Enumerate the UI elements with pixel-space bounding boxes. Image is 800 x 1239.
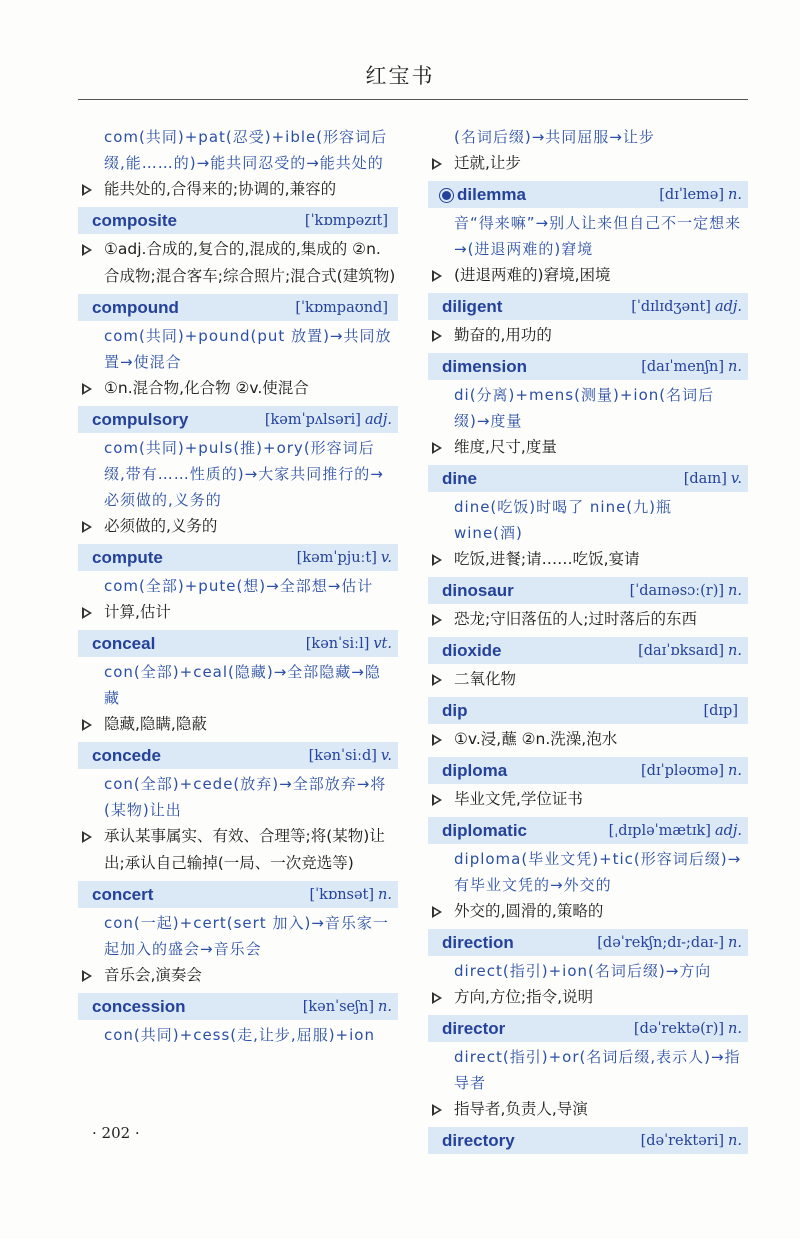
definition-text: 迁就,让步	[454, 154, 521, 172]
triangle-bullet-icon	[432, 442, 442, 454]
headword-text: concert	[92, 884, 154, 904]
etymology-note: con(一起)+cert(sert 加入)→音乐家一起加入的盛会→音乐会	[104, 914, 389, 958]
headword-text: diligent	[442, 296, 503, 316]
phonetic-text: [dəˈrekʃn;dɪ-;daɪ-]	[597, 934, 725, 951]
triangle-bullet-icon	[82, 607, 92, 619]
etymology-note: (名词后缀)→共同屈服→让步	[454, 128, 655, 146]
phonetic	[641, 763, 742, 779]
triangle-bullet-icon	[432, 906, 442, 918]
definition-text: 指导者,负责人,导演	[454, 1100, 588, 1118]
headword	[442, 297, 502, 317]
entry-compound	[78, 294, 398, 321]
phonetic-text: [kəmˈpʌlsəri]	[264, 411, 361, 428]
phonetic	[305, 213, 392, 229]
definition	[78, 513, 398, 540]
entry-compute	[78, 544, 398, 571]
definition	[428, 898, 748, 925]
definition-text: 能共处的,合得来的;协调的,兼容的	[104, 180, 337, 198]
headword	[92, 548, 163, 568]
etymology-note: con(全部)+cede(放弃)→全部放弃→将(某物)让出	[104, 775, 387, 819]
entry-dip	[428, 697, 748, 724]
definition	[428, 726, 748, 753]
headword-text: dine	[442, 468, 477, 488]
headword-text: composite	[92, 210, 178, 230]
headword	[92, 211, 177, 231]
etymology-note: con(共同)+cess(走,让步,屈服)+ion	[104, 1026, 375, 1044]
headword	[92, 634, 155, 654]
definition-text: 隐藏,隐瞒,隐蔽	[104, 715, 207, 733]
phonetic	[630, 583, 742, 599]
headword-text: concession	[92, 996, 186, 1016]
definition	[78, 711, 398, 738]
entry-concert	[78, 881, 398, 908]
phonetic	[609, 823, 742, 839]
triangle-bullet-icon	[432, 270, 442, 282]
headword-text: conceal	[92, 633, 156, 653]
definition	[78, 962, 398, 989]
etymology-note: 音“得来嘛”→别人让来但自己不一定想来→(进退两难的)窘境	[454, 214, 742, 258]
phonetic	[641, 359, 742, 375]
phonetic-text: [dəˈrektəri]	[640, 1132, 725, 1149]
entry-dine	[428, 465, 748, 492]
phonetic	[684, 471, 742, 487]
definition	[428, 546, 748, 573]
entry-direction	[428, 929, 748, 956]
phonetic-text: [daɪˈɒksaɪd]	[638, 642, 725, 659]
triangle-bullet-icon	[432, 158, 442, 170]
triangle-bullet-icon	[82, 383, 92, 395]
definition	[78, 236, 398, 290]
headword	[92, 997, 186, 1017]
part-of-speech: n.	[728, 642, 742, 659]
entry-conceal	[78, 630, 398, 657]
definition-text: ①v.浸,蘸 ②n.洗澡,泡水	[454, 730, 618, 748]
definition	[78, 823, 398, 877]
headword-text: compute	[92, 547, 163, 567]
triangle-bullet-icon	[82, 719, 92, 731]
phonetic	[265, 412, 392, 428]
phonetic	[597, 935, 742, 951]
definition-text: 二氧化物	[454, 670, 517, 688]
etymology-note: com(共同)+puls(推)+ory(形容词后缀,带有……性质的)→大家共同推行的→必须做的,义务的	[104, 439, 384, 509]
definition-text: ①n.混合物,化合物 ②v.使混合	[104, 379, 309, 397]
phonetic-text: [kənˈsiːl]	[305, 635, 370, 652]
part-of-speech: n.	[728, 762, 742, 779]
phonetic	[638, 643, 742, 659]
part-of-speech: n.	[728, 1020, 742, 1037]
part-of-speech: v.	[380, 747, 392, 764]
headword	[442, 933, 514, 953]
headword-text: compulsory	[92, 409, 189, 429]
headword	[92, 410, 188, 430]
definition	[428, 786, 748, 813]
etymology-note: con(全部)+ceal(隐藏)→全部隐藏→隐藏	[104, 663, 381, 707]
headword	[92, 746, 161, 766]
headword	[442, 821, 527, 841]
headword-text: concede	[92, 745, 161, 765]
phonetic-text: [kənˈsiːd]	[308, 747, 377, 764]
etymology-note: di(分离)+mens(测量)+ion(名词后缀)→度量	[454, 386, 715, 430]
header-rule	[78, 99, 748, 100]
headword	[92, 885, 153, 905]
phonetic	[297, 550, 392, 566]
definition-text: 必须做的,义务的	[104, 517, 218, 535]
headword	[442, 761, 507, 781]
triangle-bullet-icon	[432, 734, 442, 746]
definition	[428, 150, 748, 177]
triangle-bullet-icon	[432, 674, 442, 686]
triangle-bullet-icon	[82, 970, 92, 982]
entry-diligent	[428, 293, 748, 320]
headword	[442, 581, 514, 601]
phonetic	[659, 187, 742, 203]
definition-text: 方向,方位;指令,说明	[454, 988, 594, 1006]
definition	[428, 606, 748, 633]
part-of-speech: n.	[728, 358, 742, 375]
phonetic-text: [daɪn]	[683, 470, 727, 487]
definition-text: 毕业文凭,学位证书	[454, 790, 583, 808]
definition-text: ①adj.合成的,复合的,混成的,集成的 ②n.合成物;混合客车;综合照片;混合式(建筑物)	[104, 240, 396, 285]
phonetic	[306, 636, 392, 652]
headword	[442, 469, 477, 489]
part-of-speech: v.	[730, 470, 742, 487]
headword-text: directory	[442, 1130, 515, 1150]
definition	[78, 375, 398, 402]
definition-text: (进退两难的)窘境,困境	[454, 266, 611, 284]
triangle-bullet-icon	[432, 614, 442, 626]
definition-text: 维度,尺寸,度量	[454, 438, 557, 456]
part-of-speech: n.	[728, 934, 742, 951]
etymology-note: dine(吃饭)时喝了 nine(九)瓶 wine(酒)	[454, 498, 673, 542]
headword	[442, 1019, 505, 1039]
entry-diploma	[428, 757, 748, 784]
page-number: · 202 ·	[92, 1124, 140, 1142]
headword-text: diploma	[442, 760, 508, 780]
definition	[428, 434, 748, 461]
headword-text: director	[442, 1018, 506, 1038]
key-word-marker-icon	[442, 191, 451, 200]
entry-diplomatic	[428, 817, 748, 844]
triangle-bullet-icon	[432, 992, 442, 1004]
definition	[78, 599, 398, 626]
part-of-speech: n.	[378, 998, 392, 1015]
headword	[442, 1131, 515, 1151]
entry-dinosaur	[428, 577, 748, 604]
triangle-bullet-icon	[432, 794, 442, 806]
phonetic	[634, 1021, 742, 1037]
part-of-speech: n.	[728, 186, 742, 203]
entry-compulsory	[78, 406, 398, 433]
definition	[428, 666, 748, 693]
part-of-speech: v.	[380, 549, 392, 566]
phonetic-text: [dɪˈlemə]	[659, 186, 725, 203]
headword	[442, 357, 527, 377]
triangle-bullet-icon	[82, 521, 92, 533]
definition-text: 计算,估计	[104, 603, 171, 621]
phonetic-text: [dɪˈpləʊmə]	[641, 762, 725, 779]
triangle-bullet-icon	[432, 330, 442, 342]
phonetic	[303, 999, 392, 1015]
part-of-speech: adj.	[714, 822, 742, 839]
headword	[442, 641, 502, 661]
headword-text: diplomatic	[442, 820, 528, 840]
definition	[428, 1096, 748, 1123]
phonetic	[309, 748, 392, 764]
headword-text: dimension	[442, 356, 528, 376]
left-column	[78, 124, 398, 1048]
headword-text: dip	[442, 700, 468, 720]
headword-text: dilemma	[457, 184, 526, 204]
phonetic	[631, 299, 742, 315]
phonetic	[295, 300, 392, 316]
entry-concede	[78, 742, 398, 769]
right-column	[428, 124, 748, 1156]
triangle-bullet-icon	[432, 1104, 442, 1116]
phonetic-text: [ˈdɪlɪdʒənt]	[631, 298, 711, 315]
definition	[428, 322, 748, 349]
entry-dilemma	[428, 181, 748, 208]
phonetic-text: [ˌdɪpləˈmætɪk]	[608, 822, 711, 839]
definition-text: 音乐会,演奏会	[104, 966, 202, 984]
phonetic	[309, 887, 392, 903]
etymology-note: direct(指引)+ion(名词后缀)→方向	[454, 962, 712, 980]
etymology-note: direct(指引)+or(名词后缀,表示人)→指导者	[454, 1048, 741, 1092]
phonetic-text: [dɪp]	[703, 702, 738, 719]
definition-text: 恐龙;守旧落伍的人;过时落后的东西	[454, 610, 697, 628]
phonetic-text: [ˈkɒmpaʊnd]	[295, 299, 388, 316]
definition	[428, 984, 748, 1011]
definition-text: 外交的,圆滑的,策略的	[454, 902, 604, 920]
entry-director	[428, 1015, 748, 1042]
part-of-speech: adj.	[364, 411, 392, 428]
etymology-note: com(全部)+pute(想)→全部想→估计	[104, 577, 374, 595]
part-of-speech: adj.	[714, 298, 742, 315]
triangle-bullet-icon	[82, 184, 92, 196]
definition-text: 承认某事属实、有效、合理等;将(某物)让出;承认自己输掉(一局、一次竞选等)	[104, 827, 385, 872]
phonetic-text: [ˈkɒmpəzɪt]	[304, 212, 388, 229]
entry-concession	[78, 993, 398, 1020]
part-of-speech: n.	[378, 886, 392, 903]
part-of-speech: n.	[728, 1132, 742, 1149]
headword-text: compound	[92, 297, 179, 317]
definition	[78, 176, 398, 203]
triangle-bullet-icon	[82, 244, 92, 256]
headword	[92, 298, 179, 318]
headword-text: dinosaur	[442, 580, 514, 600]
entry-dimension	[428, 353, 748, 380]
headword	[442, 701, 468, 721]
definition-text: 吃饭,进餐;请……吃饭,宴请	[454, 550, 640, 568]
phonetic-text: [ˈdaɪnəsɔː(r)]	[629, 582, 725, 599]
triangle-bullet-icon	[432, 554, 442, 566]
entry-directory	[428, 1127, 748, 1154]
running-head: 红宝书	[365, 64, 435, 88]
entry-composite	[78, 207, 398, 234]
triangle-bullet-icon	[82, 831, 92, 843]
phonetic-text: [dəˈrektə(r)]	[633, 1020, 725, 1037]
phonetic	[703, 703, 742, 719]
headword-text: dioxide	[442, 640, 502, 660]
headword	[442, 185, 526, 205]
etymology-note: com(共同)+pound(put 放置)→共同放置→使混合	[104, 327, 392, 371]
phonetic-text: [daɪˈmenʃn]	[641, 358, 725, 375]
entry-dioxide	[428, 637, 748, 664]
etymology-note: com(共同)+pat(忍受)+ible(形容词后缀,能……的)→能共同忍受的→能共处的	[104, 128, 388, 172]
headword-text: direction	[442, 932, 514, 952]
phonetic	[641, 1133, 742, 1149]
definition	[428, 262, 748, 289]
phonetic-text: [ˈkɒnsət]	[309, 886, 375, 903]
definition-text: 勤奋的,用功的	[454, 326, 552, 344]
phonetic-text: [kənˈseʃn]	[302, 998, 375, 1015]
part-of-speech: vt.	[373, 635, 392, 652]
etymology-note: diploma(毕业文凭)+tic(形容词后缀)→有毕业文凭的→外交的	[454, 850, 742, 894]
phonetic-text: [kəmˈpjuːt]	[296, 549, 377, 566]
part-of-speech: n.	[728, 582, 742, 599]
